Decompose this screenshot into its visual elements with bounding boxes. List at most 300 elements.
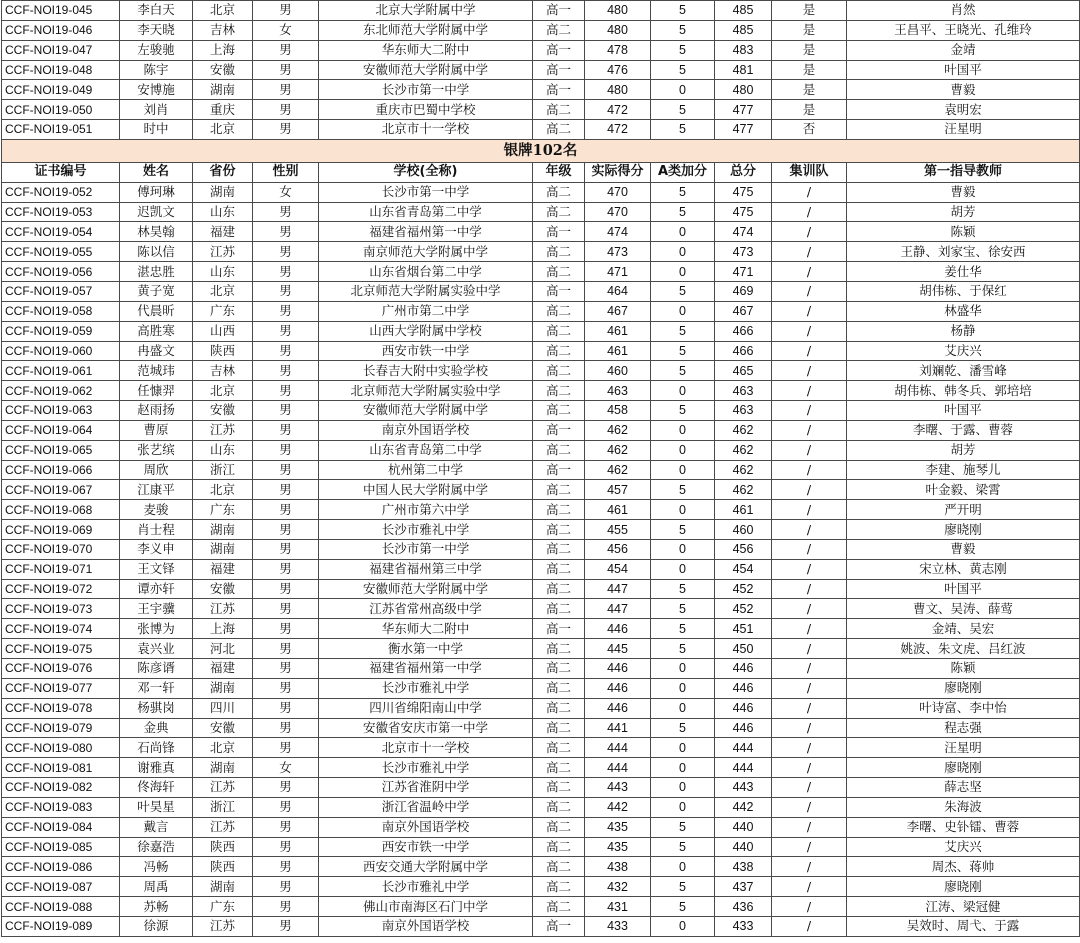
bonus-cell: 5: [651, 202, 715, 222]
training-team-cell: /: [772, 262, 847, 282]
province-cell: 北京: [193, 120, 253, 140]
training-team-cell: /: [772, 659, 847, 679]
score-cell: 431: [585, 897, 651, 917]
training-team-cell: /: [772, 321, 847, 341]
certificate-id-cell: CCF-NOI19-051: [2, 120, 120, 140]
grade-cell: 高二: [533, 341, 585, 361]
table-row: [2, 599, 1080, 619]
certificate-id-cell: CCF-NOI19-077: [2, 678, 120, 698]
grade-cell: 高二: [533, 500, 585, 520]
training-team-cell: /: [772, 242, 847, 262]
certificate-id-cell: CCF-NOI19-069: [2, 520, 120, 540]
certificate-id-cell: CCF-NOI19-053: [2, 202, 120, 222]
training-team-cell: /: [772, 440, 847, 460]
gender-cell: 男: [253, 361, 319, 381]
school-cell: 南京师范大学附属中学: [319, 242, 533, 262]
total-cell: 450: [715, 639, 772, 659]
school-cell: 西安市铁一中学: [319, 837, 533, 857]
grade-cell: 高一: [533, 460, 585, 480]
bonus-cell: 5: [651, 120, 715, 140]
school-cell: 佛山市南海区石门中学: [319, 897, 533, 917]
name-cell: 肖士程: [120, 520, 193, 540]
certificate-id-cell: CCF-NOI19-070: [2, 539, 120, 559]
school-cell: 南京外国语学校: [319, 916, 533, 936]
total-cell: 456: [715, 539, 772, 559]
school-cell: 福建省福州第一中学: [319, 659, 533, 679]
certificate-id-cell: CCF-NOI19-057: [2, 281, 120, 301]
score-cell: 471: [585, 262, 651, 282]
province-cell: 江苏: [193, 242, 253, 262]
grade-cell: 高二: [533, 659, 585, 679]
total-cell: 485: [715, 20, 772, 40]
grade-cell: 高二: [533, 778, 585, 798]
gender-cell: 男: [253, 80, 319, 100]
school-cell: 江苏省常州高级中学: [319, 599, 533, 619]
total-cell: 480: [715, 80, 772, 100]
training-team-cell: /: [772, 520, 847, 540]
total-cell: 452: [715, 599, 772, 619]
bonus-cell: 0: [651, 381, 715, 401]
grade-cell: 高二: [533, 520, 585, 540]
province-cell: 山东: [193, 202, 253, 222]
teacher-cell: 姜仕华: [847, 262, 1080, 282]
grade-cell: 高二: [533, 797, 585, 817]
training-team-cell: /: [772, 599, 847, 619]
gender-cell: 男: [253, 281, 319, 301]
bonus-cell: 0: [651, 80, 715, 100]
score-cell: 444: [585, 758, 651, 778]
table-row: [2, 817, 1080, 837]
training-team-cell: /: [772, 837, 847, 857]
teacher-cell: 姚波、朱文虎、吕红波: [847, 639, 1080, 659]
header-grade: 年级: [533, 162, 585, 182]
province-cell: 安徽: [193, 60, 253, 80]
grade-cell: 高一: [533, 420, 585, 440]
bonus-cell: 0: [651, 420, 715, 440]
school-cell: 杭州第二中学: [319, 460, 533, 480]
training-team-cell: /: [772, 857, 847, 877]
gender-cell: 男: [253, 262, 319, 282]
school-cell: 华东师大二附中: [319, 619, 533, 639]
gender-cell: 男: [253, 817, 319, 837]
school-cell: 长沙市雅礼中学: [319, 678, 533, 698]
certificate-id-cell: CCF-NOI19-078: [2, 698, 120, 718]
bonus-cell: 0: [651, 738, 715, 758]
score-cell: 461: [585, 341, 651, 361]
grade-cell: 高二: [533, 758, 585, 778]
certificate-id-cell: CCF-NOI19-076: [2, 659, 120, 679]
table-row: [2, 718, 1080, 738]
grade-cell: 高二: [533, 678, 585, 698]
total-cell: 437: [715, 877, 772, 897]
name-cell: 迟凯文: [120, 202, 193, 222]
training-team-cell: /: [772, 420, 847, 440]
name-cell: 时中: [120, 120, 193, 140]
gender-cell: 男: [253, 100, 319, 120]
name-cell: 周禹: [120, 877, 193, 897]
table-row: [2, 897, 1080, 917]
total-cell: 466: [715, 341, 772, 361]
table-row: [2, 341, 1080, 361]
province-cell: 广东: [193, 500, 253, 520]
table-row: [2, 778, 1080, 798]
score-cell: 454: [585, 559, 651, 579]
province-cell: 北京: [193, 480, 253, 500]
table-row: [2, 460, 1080, 480]
name-cell: 杨骐岗: [120, 698, 193, 718]
table-row: [2, 758, 1080, 778]
name-cell: 曹原: [120, 420, 193, 440]
province-cell: 安徽: [193, 718, 253, 738]
certificate-id-cell: CCF-NOI19-063: [2, 401, 120, 421]
gender-cell: 男: [253, 778, 319, 798]
gender-cell: 女: [253, 182, 319, 202]
score-cell: 480: [585, 20, 651, 40]
name-cell: 陈彦谞: [120, 659, 193, 679]
table-row: [2, 301, 1080, 321]
name-cell: 邓一轩: [120, 678, 193, 698]
training-team-cell: /: [772, 678, 847, 698]
bonus-cell: 0: [651, 778, 715, 798]
grade-cell: 高二: [533, 381, 585, 401]
table-row: [2, 381, 1080, 401]
score-cell: 446: [585, 659, 651, 679]
score-cell: 480: [585, 80, 651, 100]
certificate-id-cell: CCF-NOI19-079: [2, 718, 120, 738]
bonus-cell: 5: [651, 520, 715, 540]
table-row: [2, 182, 1080, 202]
gender-cell: 男: [253, 202, 319, 222]
bonus-cell: 5: [651, 579, 715, 599]
teacher-cell: 李建、施琴儿: [847, 460, 1080, 480]
gender-cell: 男: [253, 619, 319, 639]
grade-cell: 高一: [533, 40, 585, 60]
score-cell: 476: [585, 60, 651, 80]
teacher-cell: 廖晓刚: [847, 678, 1080, 698]
teacher-cell: 胡芳: [847, 440, 1080, 460]
name-cell: 林昊翰: [120, 222, 193, 242]
gender-cell: 男: [253, 440, 319, 460]
gender-cell: 男: [253, 1, 319, 21]
total-cell: 440: [715, 817, 772, 837]
score-cell: 456: [585, 539, 651, 559]
header-province: 省份: [193, 162, 253, 182]
certificate-id-cell: CCF-NOI19-064: [2, 420, 120, 440]
name-cell: 佟海轩: [120, 778, 193, 798]
province-cell: 湖南: [193, 80, 253, 100]
name-cell: 安博施: [120, 80, 193, 100]
bonus-cell: 0: [651, 559, 715, 579]
table-row: [2, 20, 1080, 40]
training-team-cell: /: [772, 222, 847, 242]
grade-cell: 高二: [533, 837, 585, 857]
header-training-team: 集训队: [772, 162, 847, 182]
province-cell: 安徽: [193, 401, 253, 421]
teacher-cell: 江涛、梁冠健: [847, 897, 1080, 917]
score-cell: 467: [585, 301, 651, 321]
name-cell: 叶昊星: [120, 797, 193, 817]
total-cell: 481: [715, 60, 772, 80]
total-cell: 471: [715, 262, 772, 282]
province-cell: 江苏: [193, 420, 253, 440]
teacher-cell: 艾庆兴: [847, 837, 1080, 857]
teacher-cell: 王昌平、王晓光、孔维玲: [847, 20, 1080, 40]
gender-cell: 男: [253, 599, 319, 619]
teacher-cell: 宋立林、黄志刚: [847, 559, 1080, 579]
grade-cell: 高二: [533, 100, 585, 120]
header-gender: 性别: [253, 162, 319, 182]
gender-cell: 男: [253, 480, 319, 500]
province-cell: 北京: [193, 1, 253, 21]
score-cell: 447: [585, 599, 651, 619]
total-cell: 461: [715, 500, 772, 520]
header-score: 实际得分: [585, 162, 651, 182]
certificate-id-cell: CCF-NOI19-054: [2, 222, 120, 242]
total-cell: 465: [715, 361, 772, 381]
teacher-cell: 刘斓乾、潘雪峰: [847, 361, 1080, 381]
table-row: [2, 222, 1080, 242]
school-cell: 衡水第一中学: [319, 639, 533, 659]
province-cell: 重庆: [193, 100, 253, 120]
name-cell: 范城玮: [120, 361, 193, 381]
grade-cell: 高二: [533, 301, 585, 321]
province-cell: 湖南: [193, 877, 253, 897]
school-cell: 山东省青岛第二中学: [319, 440, 533, 460]
training-team-cell: /: [772, 539, 847, 559]
bonus-cell: 0: [651, 460, 715, 480]
school-cell: 中国人民大学附属中学: [319, 480, 533, 500]
gender-cell: 男: [253, 916, 319, 936]
province-cell: 陕西: [193, 837, 253, 857]
province-cell: 北京: [193, 381, 253, 401]
grade-cell: 高二: [533, 20, 585, 40]
score-cell: 435: [585, 837, 651, 857]
table-row: [2, 120, 1080, 140]
province-cell: 湖南: [193, 182, 253, 202]
certificate-id-cell: CCF-NOI19-074: [2, 619, 120, 639]
table-row: [2, 837, 1080, 857]
province-cell: 吉林: [193, 361, 253, 381]
name-cell: 周欣: [120, 460, 193, 480]
gender-cell: 男: [253, 738, 319, 758]
bonus-cell: 0: [651, 222, 715, 242]
certificate-id-cell: CCF-NOI19-046: [2, 20, 120, 40]
grade-cell: 高二: [533, 480, 585, 500]
gender-cell: 男: [253, 678, 319, 698]
table-row: [2, 619, 1080, 639]
training-team-cell: /: [772, 182, 847, 202]
certificate-id-cell: CCF-NOI19-081: [2, 758, 120, 778]
header-teacher: 第一指导教师: [847, 162, 1080, 182]
name-cell: 左骏驰: [120, 40, 193, 60]
teacher-cell: 曹毅: [847, 80, 1080, 100]
province-cell: 河北: [193, 639, 253, 659]
school-cell: 北京市十一学校: [319, 120, 533, 140]
bonus-cell: 5: [651, 619, 715, 639]
school-cell: 长沙市第一中学: [319, 182, 533, 202]
province-cell: 广东: [193, 897, 253, 917]
teacher-cell: 叶国平: [847, 60, 1080, 80]
name-cell: 袁兴业: [120, 639, 193, 659]
grade-cell: 高二: [533, 599, 585, 619]
school-cell: 南京外国语学校: [319, 420, 533, 440]
score-cell: 470: [585, 202, 651, 222]
bonus-cell: 5: [651, 341, 715, 361]
total-cell: 473: [715, 242, 772, 262]
certificate-id-cell: CCF-NOI19-073: [2, 599, 120, 619]
teacher-cell: 胡伟栋、韩冬兵、郭培培: [847, 381, 1080, 401]
province-cell: 江苏: [193, 817, 253, 837]
total-cell: 440: [715, 837, 772, 857]
training-team-cell: /: [772, 877, 847, 897]
gender-cell: 女: [253, 758, 319, 778]
teacher-cell: 程志强: [847, 718, 1080, 738]
teacher-cell: 严开明: [847, 500, 1080, 520]
training-team-cell: /: [772, 778, 847, 798]
table-row: [2, 639, 1080, 659]
gender-cell: 男: [253, 718, 319, 738]
training-team-cell: 是: [772, 80, 847, 100]
name-cell: 张博为: [120, 619, 193, 639]
teacher-cell: 陈颖: [847, 222, 1080, 242]
gender-cell: 男: [253, 579, 319, 599]
province-cell: 山西: [193, 321, 253, 341]
table-row: [2, 916, 1080, 936]
school-cell: 浙江省温岭中学: [319, 797, 533, 817]
table-row: [2, 202, 1080, 222]
bonus-cell: 5: [651, 599, 715, 619]
school-cell: 福建省福州第一中学: [319, 222, 533, 242]
teacher-cell: 廖晓刚: [847, 877, 1080, 897]
school-cell: 山东省烟台第二中学: [319, 262, 533, 282]
teacher-cell: 叶国平: [847, 401, 1080, 421]
province-cell: 江苏: [193, 599, 253, 619]
school-cell: 长沙市雅礼中学: [319, 520, 533, 540]
grade-cell: 高一: [533, 60, 585, 80]
table-row: [2, 797, 1080, 817]
total-cell: 463: [715, 381, 772, 401]
bonus-cell: 5: [651, 718, 715, 738]
grade-cell: 高二: [533, 639, 585, 659]
header-bonus: A类加分: [651, 162, 715, 182]
grade-cell: 高二: [533, 738, 585, 758]
certificate-id-cell: CCF-NOI19-058: [2, 301, 120, 321]
province-cell: 福建: [193, 659, 253, 679]
bonus-cell: 0: [651, 758, 715, 778]
teacher-cell: 曹毅: [847, 539, 1080, 559]
table-row: [2, 1, 1080, 21]
school-cell: 北京市十一学校: [319, 738, 533, 758]
grade-cell: 高二: [533, 579, 585, 599]
teacher-cell: 金靖、吴宏: [847, 619, 1080, 639]
name-cell: 陈宇: [120, 60, 193, 80]
name-cell: 石尚锋: [120, 738, 193, 758]
gender-cell: 男: [253, 401, 319, 421]
training-team-cell: 否: [772, 120, 847, 140]
table-row: [2, 80, 1080, 100]
total-cell: 446: [715, 718, 772, 738]
grade-cell: 高二: [533, 698, 585, 718]
score-cell: 474: [585, 222, 651, 242]
bonus-cell: 5: [651, 817, 715, 837]
total-cell: 460: [715, 520, 772, 540]
bonus-cell: 5: [651, 401, 715, 421]
training-team-cell: /: [772, 480, 847, 500]
score-cell: 462: [585, 420, 651, 440]
training-team-cell: /: [772, 202, 847, 222]
name-cell: 李白天: [120, 1, 193, 21]
school-cell: 重庆市巴蜀中学校: [319, 100, 533, 120]
certificate-id-cell: CCF-NOI19-066: [2, 460, 120, 480]
gender-cell: 女: [253, 20, 319, 40]
bonus-cell: 5: [651, 281, 715, 301]
grade-cell: 高二: [533, 401, 585, 421]
total-cell: 433: [715, 916, 772, 936]
province-cell: 湖南: [193, 758, 253, 778]
total-cell: 443: [715, 778, 772, 798]
gender-cell: 男: [253, 460, 319, 480]
training-team-cell: 是: [772, 20, 847, 40]
score-cell: 463: [585, 381, 651, 401]
gender-cell: 男: [253, 120, 319, 140]
province-cell: 湖南: [193, 539, 253, 559]
bonus-cell: 0: [651, 440, 715, 460]
grade-cell: 高一: [533, 222, 585, 242]
certificate-id-cell: CCF-NOI19-068: [2, 500, 120, 520]
training-team-cell: 是: [772, 1, 847, 21]
name-cell: 李天晓: [120, 20, 193, 40]
teacher-cell: 周杰、蒋帅: [847, 857, 1080, 877]
score-cell: 438: [585, 857, 651, 877]
table-row: [2, 520, 1080, 540]
bonus-cell: 0: [651, 500, 715, 520]
total-cell: 446: [715, 678, 772, 698]
name-cell: 高胜寒: [120, 321, 193, 341]
bonus-cell: 5: [651, 1, 715, 21]
bonus-cell: 0: [651, 797, 715, 817]
school-cell: 江苏省淮阴中学: [319, 778, 533, 798]
bonus-cell: 5: [651, 182, 715, 202]
certificate-id-cell: CCF-NOI19-047: [2, 40, 120, 60]
school-cell: 四川省绵阳南山中学: [319, 698, 533, 718]
training-team-cell: /: [772, 460, 847, 480]
bonus-cell: 0: [651, 242, 715, 262]
grade-cell: 高二: [533, 857, 585, 877]
silver-section-title: 银牌102名: [2, 139, 1080, 162]
name-cell: 张艺缤: [120, 440, 193, 460]
score-cell: 457: [585, 480, 651, 500]
bonus-cell: 5: [651, 60, 715, 80]
gold-tail-rows: [2, 1, 1080, 140]
training-team-cell: /: [772, 401, 847, 421]
table-row: [2, 100, 1080, 120]
certificate-id-cell: CCF-NOI19-060: [2, 341, 120, 361]
table-row: [2, 659, 1080, 679]
bonus-cell: 5: [651, 100, 715, 120]
certificate-id-cell: CCF-NOI19-084: [2, 817, 120, 837]
table-row: [2, 321, 1080, 341]
training-team-cell: /: [772, 559, 847, 579]
score-cell: 446: [585, 698, 651, 718]
score-cell: 445: [585, 639, 651, 659]
province-cell: 陕西: [193, 341, 253, 361]
score-cell: 472: [585, 120, 651, 140]
training-team-cell: /: [772, 500, 847, 520]
gender-cell: 男: [253, 559, 319, 579]
name-cell: 冯畅: [120, 857, 193, 877]
teacher-cell: 叶国平: [847, 579, 1080, 599]
school-cell: 福建省福州第三中学: [319, 559, 533, 579]
